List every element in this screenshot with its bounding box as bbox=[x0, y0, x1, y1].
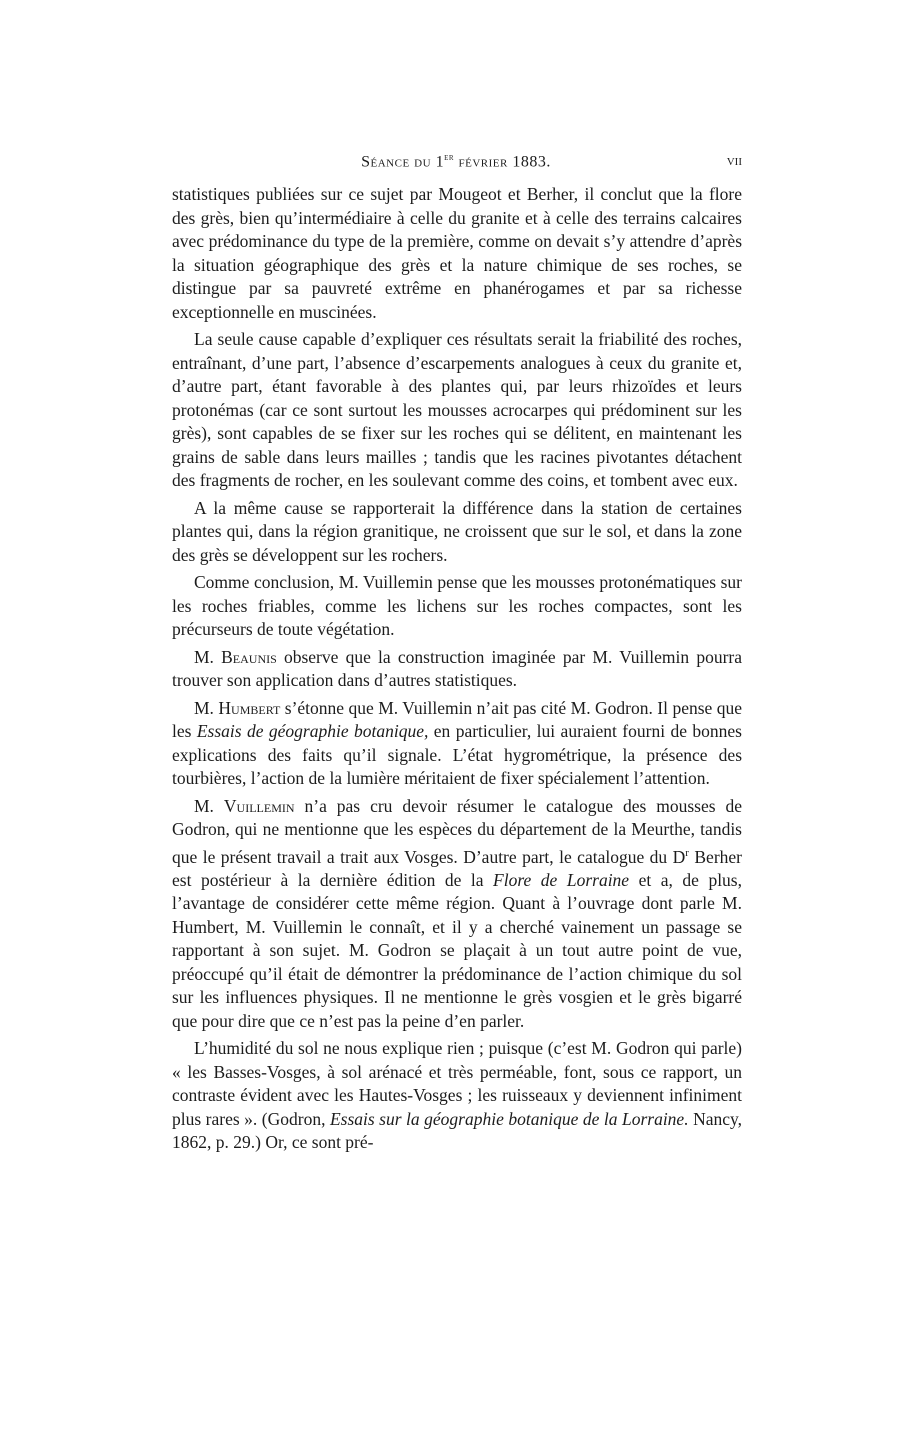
paragraph bbox=[172, 328, 742, 493]
text-run: Comme conclusion, M. Vuillemin pense que les mousses protonématiques sur les roches friables, comme les lichens sur les roches compactes, sont les précurseurs de toute végétation. bbox=[172, 572, 742, 639]
text-run: M. bbox=[194, 646, 222, 667]
text-run: M. bbox=[194, 795, 224, 816]
paragraph bbox=[172, 646, 742, 693]
speaker-name: Humbert bbox=[218, 697, 281, 718]
text-run: s’étonne que M. Vuillemin n’ait pas cité M. Godron. Il pense que les bbox=[172, 697, 742, 741]
running-title bbox=[170, 152, 742, 171]
body-text bbox=[172, 183, 742, 1155]
italic-title: Essais sur la géographie botanique de la Lorraine. bbox=[329, 1108, 689, 1129]
paragraph bbox=[172, 497, 742, 568]
paragraph bbox=[172, 183, 742, 324]
text-run: Berher est postérieur à la dernière édition de la bbox=[172, 846, 742, 890]
running-title-pre: Séance du 1 bbox=[361, 153, 445, 171]
paragraph bbox=[172, 571, 742, 642]
text-run: observe que la construction imaginée par M. Vuillemin pourra trouver son application dans d’autres statistiques. bbox=[172, 646, 742, 690]
text-run: A la même cause se rapporterait la différence dans la station de certaines plantes qui, dans la région granitique, ne croissent que sur le sol, et dans la zone des grès se développent sur les rochers. bbox=[172, 497, 742, 565]
text-run: Nancy, 1862, p. 29.) Or, ce sont pré- bbox=[172, 1108, 742, 1153]
running-head bbox=[170, 152, 742, 176]
paragraph bbox=[172, 697, 742, 791]
text-run: L’humidité du sol ne nous explique rien ; puisque (c’est M. Godron qui parle) « les Basses-Vosges, à sol arénacé et très perméable, font, sous ce rapport, un contraste évident avec les Hautes-Vosges ; les ruisseaux y deviennent infiniment plus rares ». (Godron, bbox=[172, 1038, 742, 1129]
paragraph bbox=[172, 795, 742, 1034]
text-run: statistiques publiées sur ce sujet par Mougeot et Berher, il conclut que la flore des grès, bien qu’intermédiaire à celle du granite et à celle des terrains calcaires avec prédominance du type de la première, comme on devait s’y attendre d’après la situation géographique des grès et la nature chimique de ses roches, se distingue par sa pauvreté extrême en phanérogames et par sa richesse exceptionnelle en muscinées. bbox=[172, 184, 742, 322]
speaker-name: Vuillemin bbox=[223, 795, 295, 816]
text-run: et a, de plus, l’avantage de considérer cette même région. Quant à l’ouvrage dont parle M. Humbert, M. Vuillemin le connaît, et il y a cherché vainement un passage se rapportant à son sujet. M. Godron se plaçait à un tout autre point de vue, préoccupé qu’il était de démontrer la prédominance de l’action chimique du sol sur les influences physiques. Il ne mentionne le grès vosgien et le grès bigarré que pour dire que ce n’est pas la peine d’en parler. bbox=[172, 869, 742, 1031]
text-run: r bbox=[685, 846, 689, 859]
running-title-sup: er bbox=[444, 152, 455, 163]
speaker-name: Beaunis bbox=[221, 646, 277, 667]
text-run: n’a pas cru devoir résumer le catalogue des mousses de Godron, qui ne mentionne que les espèces du département de la Meurthe, tandis que le présent travail a trait aux Vosges. D’autre part, le catalogue du D bbox=[172, 795, 743, 867]
page-number: vii bbox=[726, 152, 742, 169]
text-run: M. bbox=[194, 697, 219, 718]
text-run: La seule cause capable d’expliquer ces résultats serait la friabilité des roches, entraînant, d’une part, l’absence d’escarpements analogues à ceux du granite et, d’autre part, étant favorable à des plantes qui, par leurs rhizoïdes et leurs protonémas (car ce sont surtout les mousses acrocarpes qui prédominent sur les grès), sont capables de se fixer sur les roches qui se délitent, en maintenant les grains de sable dans leurs mailles ; tandis que les racines pivotantes détachent des fragments de rocher, en les soulevant comme des coins, et tombent avec eux. bbox=[172, 329, 742, 490]
italic-title: Essais de géographie botanique, bbox=[196, 721, 429, 741]
running-title-post: février 1883. bbox=[454, 153, 551, 171]
text-run: en particulier, lui auraient fourni de bonnes explications des faits qu’il signale. L’état hygrométrique, la présence des tourbières, l’action de la lumière méritaient de fixer spécialement l’attention. bbox=[172, 721, 742, 788]
italic-title: Flore de Lorraine bbox=[493, 869, 630, 890]
paragraph bbox=[172, 1037, 742, 1155]
